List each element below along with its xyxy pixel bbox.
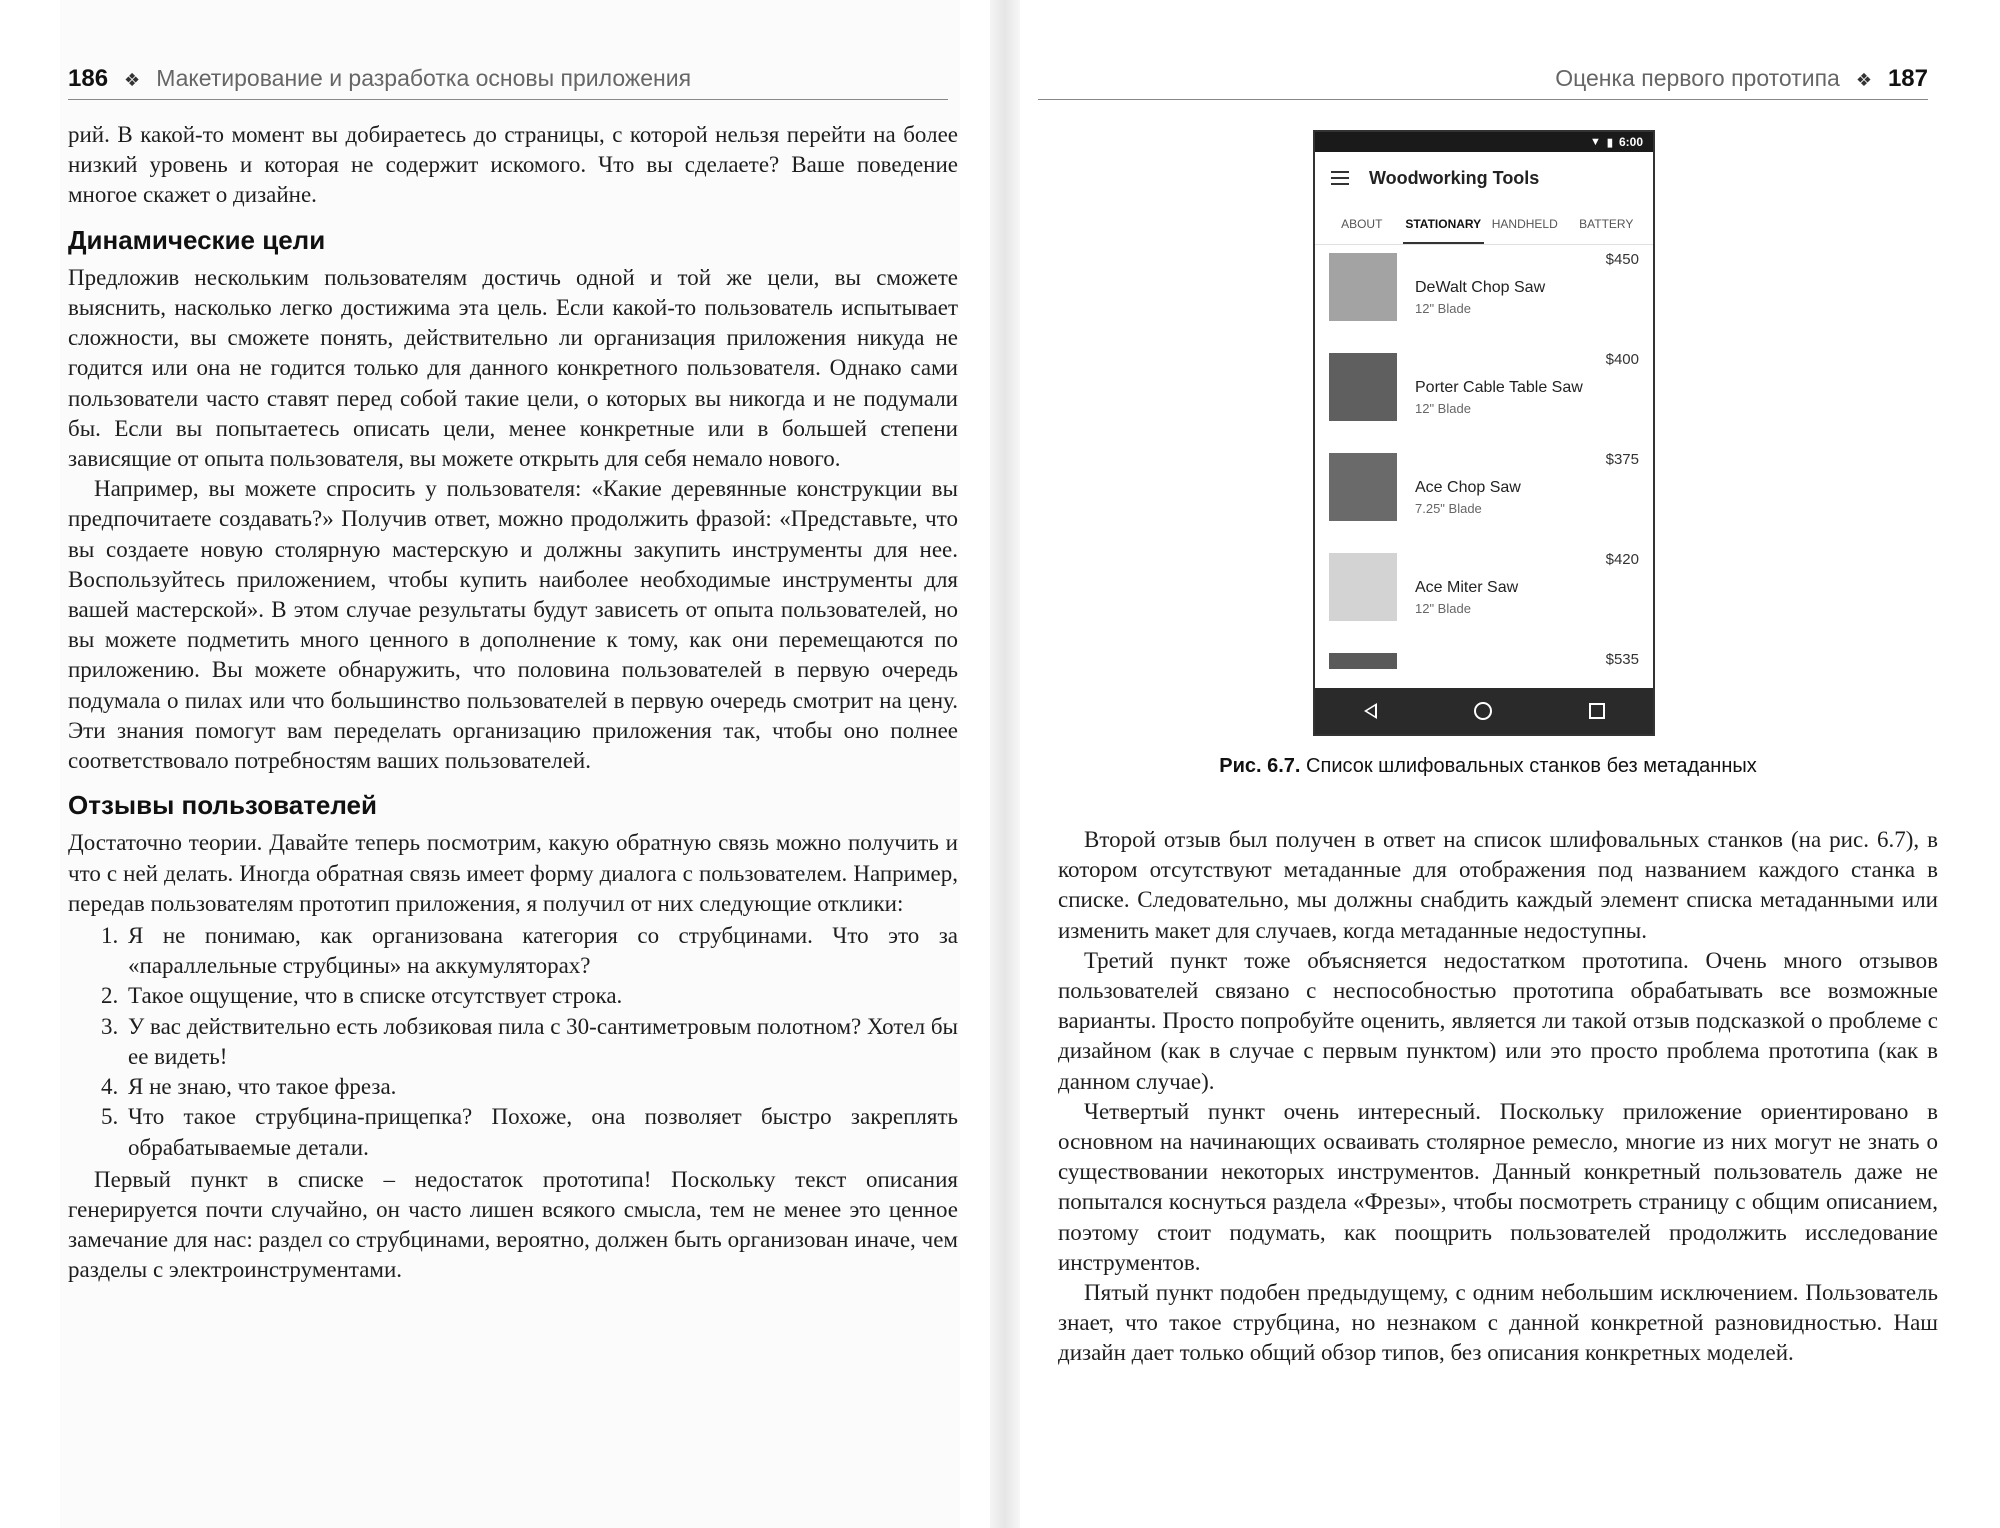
left-page [60, 0, 960, 1528]
feedback-list [68, 921, 958, 1163]
product-thumbnail [1329, 553, 1397, 621]
paragraph: Четвертый пункт очень интересный. Поскольку приложение ориентировано в основном на начинающих осваивать столярное ремесло, многие из них могут не знать о существовании некоторых инструментов. Данный конкретный пользователь даже не попытался коснуться раздела «Фрезы», чтобы посмотреть страницу с общим описанием, поэтому стоит подумать, как поощрить пользователей продолжить исследование инструментов. [1058, 1098, 1938, 1275]
paragraph: Пятый пункт подобен предыдущему, с одним небольшим исключением. Пользователь знает, что такое струбцина, но незнаком с данной конкретной разновидностью. Наш дизайн дает только общий обзор типов, без описания конкретных моделей. [1058, 1280, 1938, 1366]
product-title: Ace Miter Saw [1415, 579, 1519, 596]
tab-stationary[interactable]: STATIONARY [1403, 204, 1485, 244]
right-running-head [1028, 58, 1928, 98]
right-running-title: Оценка первого прототипа [1555, 65, 1840, 91]
section-heading-user-feedback: Отзывы пользователей [68, 790, 378, 821]
product-price: $375 [1605, 451, 1639, 468]
tab-bar [1315, 204, 1653, 245]
book-spine [990, 0, 1020, 1528]
product-title: DeWalt Chop Saw [1415, 279, 1546, 296]
product-list [1315, 245, 1653, 669]
left-page-number: 186 [68, 65, 109, 92]
status-bar [1315, 132, 1653, 152]
paragraph: Третий пункт тоже объясняется недостатком прототипа. Очень много отзывов пользователей связано с неспособностью прототипа обрабатывать все возможные варианты. Просто попробуйте оценить, является ли такой отзыв подсказкой о проблеме с дизайном (как в случае с первым пунктом) или это просто проблема прототипа (как в данном случае). [1058, 947, 1938, 1094]
menu-icon[interactable] [1331, 171, 1349, 185]
product-subtitle: 12" Blade [1415, 601, 1471, 616]
paragraph: Предложив нескольким пользователям достичь одной и той же цели, вы сможете выяснить, насколько легко достижима эта цель. Если какой-то пользователь испытывает сложности, вы сможете понять, действительно ли организация приложения никуда не годится или она не годится только для данного конкретного пользователя. Однако сами пользователи часто ставят перед собой такие цели, о которых вы никогда и не подумали бы. Если вы попытаетесь описать цели, менее конкретные или в большей степени зависящие от опыта пользователя, вы можете открыть для себя немало нового. [68, 264, 958, 472]
left-running-head [68, 58, 948, 98]
recent-apps-icon[interactable] [1589, 703, 1605, 719]
diamond-ornament-icon: ❖ [124, 70, 141, 90]
list-item[interactable] [1315, 445, 1653, 545]
paragraph: Второй отзыв был получен в ответ на список шлифовальных станков (на рис. 6.7), в котором отсутствуют метаданные для отображения под названием каждого станка в списке. Следовательно, мы должны снабдить каждый элемент списка метаданными или изменить макет для случаев, когда метаданные недоступны. [1058, 827, 1938, 943]
product-subtitle: 12" Blade [1415, 401, 1471, 416]
product-subtitle: 12" Blade [1415, 301, 1471, 316]
home-icon[interactable] [1474, 702, 1492, 720]
product-subtitle: 7.25" Blade [1415, 501, 1482, 516]
product-thumbnail [1329, 453, 1397, 521]
product-thumbnail [1329, 653, 1397, 669]
product-thumbnail [1329, 353, 1397, 421]
list-item[interactable] [1315, 345, 1653, 445]
right-header-rule [1038, 99, 1928, 100]
left-running-title: Макетирование и разработка основы приложения [156, 65, 692, 91]
product-price: $420 [1605, 551, 1639, 568]
list-item[interactable] [1315, 245, 1653, 345]
tab-about[interactable]: ABOUT [1341, 217, 1383, 231]
paragraph: Достаточно теории. Давайте теперь посмотрим, какую обратную связь можно получить и что с ней делать. Иногда обратная связь имеет форму диалога с пользователем. Например, передав пользователям прототип приложения, я получил от них следующие отклики: [68, 830, 958, 916]
back-icon[interactable] [1364, 703, 1377, 719]
tab-battery[interactable]: BATTERY [1579, 217, 1634, 231]
section-heading-dynamic-goals: Динамические цели [68, 224, 326, 255]
left-page-body [68, 120, 958, 1286]
product-price: $535 [1605, 651, 1639, 668]
list-item[interactable] [1315, 645, 1653, 669]
list-item: 1. Я не понимаю, как организована категория со струбцинами. Что это за «параллельные струбцины» на аккумуляторах? [124, 921, 958, 981]
right-page [1028, 0, 1958, 1528]
caption-text: Список шлифовальных станков без метаданных [1306, 755, 1757, 777]
intro-paragraph: рий. В какой-то момент вы добираетесь до страницы, с которой нельзя перейти на более низкий уровень и которая не содержит искомого. Что вы сделаете? Ваше поведение многое скажет о дизайне. [68, 122, 958, 208]
product-price: $400 [1605, 351, 1639, 368]
phone-mockup [1313, 130, 1655, 736]
status-time: 6:00 [1618, 135, 1643, 149]
product-price: $450 [1605, 251, 1639, 268]
caption-label: Рис. 6.7. [1219, 755, 1301, 777]
product-thumbnail [1329, 253, 1397, 321]
paragraph: Первый пункт в списке – недостаток прототипа! Поскольку текст описания генерируется почти случайно, он часто лишен всякого смысла, тем не менее это ценное замечание для нас: раздел со струбцинами, вероятно, должен быть организован иначе, чем разделы с электроинструментами. [68, 1166, 958, 1283]
tab-handheld[interactable]: HANDHELD [1491, 217, 1558, 231]
app-title: Woodworking Tools [1369, 167, 1540, 188]
list-item: 3. У вас действительно есть лобзиковая пила с 30-сантиметровым полотном? Хотел бы ее видеть! [124, 1012, 958, 1072]
paragraph: Например, вы можете спросить у пользователя: «Какие деревянные конструкции вы предпочитаете создавать?» Получив ответ, можно продолжить фразой: «Представьте, что вы создаете новую столярную мастерскую и должны закупить инструменты для нее. Воспользуйтесь приложением, чтобы купить наиболее необходимые инструменты для вашей мастерской». В этом случае результаты будут зависеть от опыта пользователей, но вы можете подметить много ценного в дополнение к тому, как они перемещаются по приложению. Вы можете обнаружить, что половина пользователей в первую очередь подумала о пилах или что большинство пользователей в первую очередь смотрит на цену. Эти знания помогут вам переделать организацию приложения так, чтобы оно полнее соответствовало потребностям ваших пользователей. [68, 476, 958, 774]
signal-icon: ▼ [1590, 136, 1601, 148]
diamond-ornament-icon: ❖ [1855, 70, 1872, 90]
figure-caption [1128, 752, 1848, 780]
list-item: 4. Я не знаю, что такое фреза. [124, 1072, 958, 1102]
android-nav-bar [1315, 688, 1653, 734]
app-bar [1315, 152, 1653, 204]
product-title: Ace Chop Saw [1415, 479, 1521, 496]
right-page-body [1058, 825, 1938, 1369]
left-header-rule [68, 99, 948, 100]
list-item[interactable] [1315, 545, 1653, 645]
battery-icon: ▮ [1606, 136, 1613, 149]
right-page-number: 187 [1887, 65, 1928, 92]
list-item: 5. Что такое струбцина-прищепка? Похоже, она позволяет быстро закреплять обрабатываемые детали. [124, 1102, 958, 1162]
product-title: Porter Cable Table Saw [1415, 379, 1583, 396]
list-item: 2. Такое ощущение, что в списке отсутствует строка. [124, 981, 958, 1011]
